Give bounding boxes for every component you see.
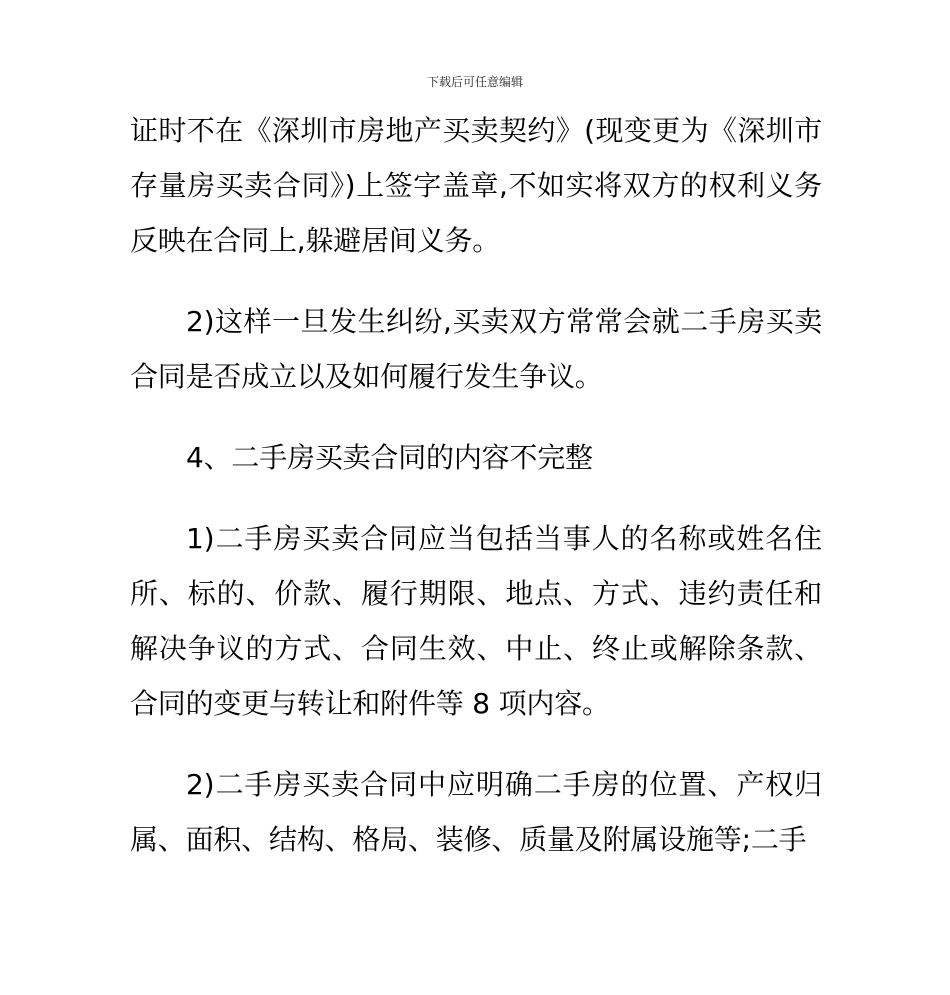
paragraph-dispute: 2)这样一旦发生纠纷,买卖双方常常会就二手房买卖合同是否成立以及如何履行发生争议。: [130, 305, 822, 393]
document-body: [130, 103, 822, 867]
section-heading: 4、二手房买卖合同的内容不完整: [186, 441, 593, 474]
paragraph-property-details: 2)二手房买卖合同中应明确二手房的位置、产权归属、面积、结构、格局、装修、质量及附属设施等;二手: [130, 768, 822, 856]
paragraph-continuation: 证时不在《深圳市房地产买卖契约》(现变更为《深圳市存量房买卖合同》)上签字盖章,不如实将双方的权利义务反映在合同上,躲避居间义务。: [130, 114, 822, 257]
page-header: 下载后可任意编辑: [426, 75, 523, 89]
paragraph-contract-contents: 1)二手房买卖合同应当包括当事人的名称或姓名住所、标的、价款、履行期限、地点、方式、违约责任和解决争议的方式、合同生效、中止、终止或解除条款、合同的变更与转让和附件等 8 项内容。: [130, 522, 822, 720]
